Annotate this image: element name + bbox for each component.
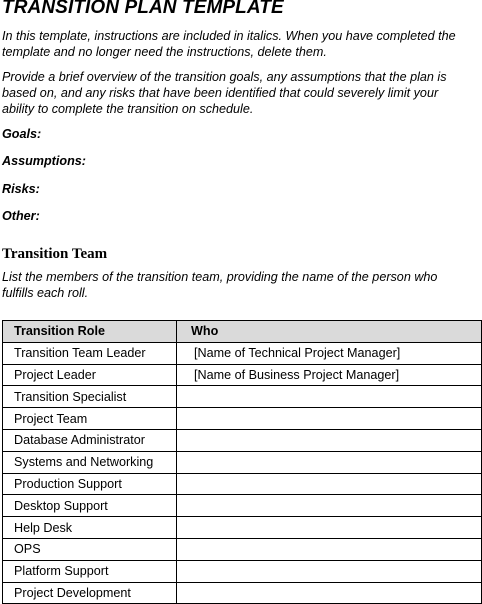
who-cell[interactable] <box>177 408 482 430</box>
role-cell: Project Development <box>3 582 177 604</box>
who-cell[interactable] <box>177 538 482 560</box>
table-row <box>3 342 482 364</box>
role-cell: Transition Team Leader <box>3 342 177 364</box>
column-header-role: Transition Role <box>3 321 177 343</box>
table-row <box>3 517 482 539</box>
role-cell: Transition Specialist <box>3 386 177 408</box>
table-row <box>3 473 482 495</box>
who-cell[interactable] <box>177 473 482 495</box>
transition-team-heading: Transition Team <box>2 246 108 262</box>
overview-instruction: Provide a brief overview of the transition goals, any assumptions that the plan is based on, and any risks that have been identified that could severely limit your ability to complete the transition on schedule. <box>2 70 447 116</box>
who-cell[interactable] <box>177 451 482 473</box>
table-row <box>3 582 482 604</box>
document-title: TRANSITION PLAN TEMPLATE <box>2 0 284 18</box>
who-cell[interactable]: [Name of Business Project Manager] <box>177 364 482 386</box>
role-cell: OPS <box>3 538 177 560</box>
table-row <box>3 408 482 430</box>
column-header-who: Who <box>177 321 482 343</box>
risks-label: Risks: <box>2 182 40 196</box>
who-cell[interactable] <box>177 517 482 539</box>
role-cell: Project Team <box>3 408 177 430</box>
role-cell: Project Leader <box>3 364 177 386</box>
table-row <box>3 364 482 386</box>
assumptions-label: Assumptions: <box>2 154 86 168</box>
role-cell: Desktop Support <box>3 495 177 517</box>
who-cell[interactable] <box>177 495 482 517</box>
table-header-row <box>3 321 482 343</box>
who-cell[interactable] <box>177 582 482 604</box>
table-row <box>3 386 482 408</box>
table-row <box>3 429 482 451</box>
table-row <box>3 451 482 473</box>
role-cell: Systems and Networking <box>3 451 177 473</box>
role-cell: Production Support <box>3 473 177 495</box>
who-cell[interactable] <box>177 386 482 408</box>
instructions-note: In this template, instructions are included in italics. When you have completed the template and no longer need the instructions, delete them. <box>2 29 456 59</box>
who-cell[interactable]: [Name of Technical Project Manager] <box>177 342 482 364</box>
role-cell: Database Administrator <box>3 429 177 451</box>
who-cell[interactable] <box>177 429 482 451</box>
role-cell: Help Desk <box>3 517 177 539</box>
table-row <box>3 560 482 582</box>
goals-label: Goals: <box>2 127 42 141</box>
table-row <box>3 495 482 517</box>
other-label: Other: <box>2 209 40 223</box>
table-row <box>3 538 482 560</box>
role-cell: Platform Support <box>3 560 177 582</box>
who-cell[interactable] <box>177 560 482 582</box>
transition-team-instruction: List the members of the transition team, providing the name of the person who fulfills each roll. <box>2 270 438 300</box>
transition-team-table <box>2 320 482 604</box>
